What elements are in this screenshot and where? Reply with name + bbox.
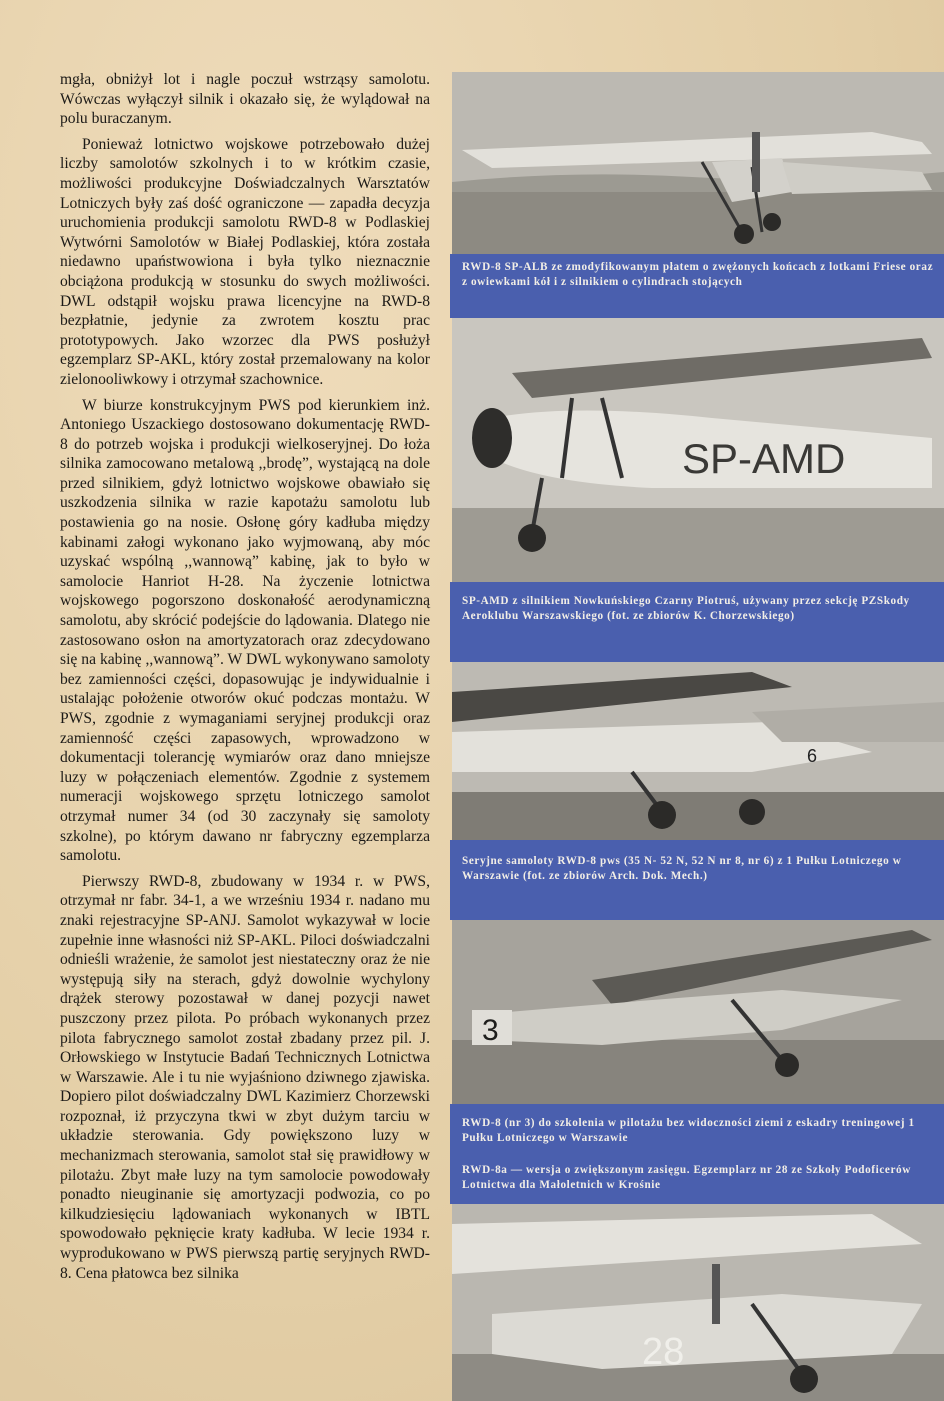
photo-nr-3 (452, 920, 944, 1104)
plane-number-3: 3 (482, 1014, 499, 1047)
plane-number-28: 28 (642, 1331, 685, 1373)
caption-4-5-block (450, 1104, 944, 1204)
paragraph-1: mgła, obniżył lot i nagle poczuł wstrząsy samolotu. Wówczas wyłączył silnik i okazało się, że wylądował na polu buraczanym. (60, 71, 430, 128)
photo-sp-amd (452, 318, 944, 582)
photo-nr-28 (452, 1204, 944, 1401)
caption-1: RWD-8 SP-ALB ze zmodyfikowanym płatem o zwężonych końcach z lotkami Friese oraz z owiewkami kół i z silnikiem o cylindrach stojących (450, 254, 944, 318)
caption-4: RWD-8 (nr 3) do szkolenia w pilotażu bez widoczności ziemi z eskadry treningowej 1 Pułku Lotniczego w Warszawie (462, 1117, 915, 1144)
paragraph-2: Ponieważ lotnictwo wojskowe potrzebowało dużej liczby samolotów szkolnych i to w krótkim czasie, możliwości produkcyjne Doświadczalnych Warsztatów Lotniczych były zaś dość ograniczone — zapadła decyzja uruchomienia produkcji samolotu RWD-8 w Podlaskiej Wytwórni Samolotów w Białej Podlaskiej, która została niedawno upaństwowiona i była tylko nieznacznie obciążona produkcją w stosunku do swych możliwości. DWL odstąpił wojsku prawa licencyjne na RWD-8 bezpłatnie, jedynie za zwrotem kosztu prac prototypowych. Jako wzorzec dla PWS posłużył egzemplarz SP-AKL, który został przemalowany na kolor zielonooliwkowy i otrzymał szachownice. (60, 135, 430, 388)
caption-2: SP-AMD z silnikiem Nowkuńskiego Czarny Piotruś, używany przez sekcję PZSkody Aeroklubu Warszawskiego (fot. ze zbiorów K. Chorzewskiego) (450, 582, 944, 662)
photo-column (450, 72, 944, 1401)
photo-seryjne (452, 662, 944, 840)
caption-3: Seryjne samoloty RWD-8 pws (35 N- 52 N, 52 N nr 8, nr 6) z 1 Pułku Lotniczego w Warszawie (fot. ze zbiorów Arch. Dok. Mech.) (450, 840, 944, 920)
paragraph-3: W biurze konstrukcyjnym PWS pod kierunkiem inż. Antoniego Uszackiego dostosowano dokumentację RWD-8 do potrzeb wojska i produkcji wielkoseryjnej. Do łoża silnika zamocowano metalową ,,brodę”, wystającą na dole przed silnikiem, gdyż lotnictwo wojskowe obawiało się uszkodzenia silnika w razie kapotażu samolotu lub postawienia go na nosie. Osłonę góry kadłuba między kabinami załogi wykonano jako wyjmowaną, aby móc uzyskać wspólną ,,wannową” kabinę, jak to było w samolocie Hanriot H-28. Na życzenie lotnictwa wojskowego pogorszono doskonałość aerodynamiczną samolotu, aby skrócić podejście do lądowania. Dlatego nie zastosowano osłon na amortyzatorach oraz zdecydowano się na kabinę ,,wannową”. W DWL wykonywano samoloty bez zamienności części, dopasowując je indywidualnie i ustalając położenie otworów okuć podczas montażu. W PWS, zgodnie z wymaganiami seryjnej produkcji oraz zamienność części zapasowych, wprowadzono w dokumentacji tolerancję wymiarów oraz dano mniejsze luzy w połączeniach elementów. Zgodnie z systemem numeracji wojskowego sprzętu lotniczego samolot otrzymał numer 34 (od 30 zaczynały się samoloty szkolne), po którym dawano nr fabryczny egzemplarza samolotu. (60, 396, 430, 865)
article-text-column (60, 70, 430, 1289)
registration-sp-amd: SP-AMD (682, 435, 846, 482)
caption-5: RWD-8a — wersja o zwiększonym zasięgu. Egzemplarz nr 28 ze Szkoły Podoficerów Lotnictwa dla Małoletnich w Krośnie (462, 1164, 911, 1191)
paragraph-4: Pierwszy RWD-8, zbudowany w 1934 r. w PWS, otrzymał nr fabr. 34-1, a we wrześniu 1934 r. nadano mu znaki rejestracyjne SP-ANJ. Samolot wykazywał w locie zupełnie inne własności niż SP-AKL. Piloci doświadczalni odnieśli wrażenie, że samolot jest niestateczny oraz że nie występują siły na sterach, gdyż dowolnie wychylony drążek sterowy pozostawał w danej pozycji nawet puszczony przez pilota. Po próbach wykonanych przez pilota fabrycznego samolot został zbadany przez pil. J. Orłowskiego w Instytucie Badań Technicznych Lotnictwa w Warszawie. Ale i tu nie wyjaśniono dziwnego zjawiska. Dopiero pilot doświadczalny DWL Kazimierz Chorzewski rozpoznał, iż przyczyna tkwi w zbyt dużym tarciu w układzie sterowania. Gdy powiększono luzy w mechanizmach sterowania, samolot stał się prawidłowy w pilotażu. Zbyt małe luzy na tym samolocie powodowały ponadto nieuginanie się amortyzacji podwozia, co po kilkudziesięciu lądowaniach wykonanych w IBTL spowodowało pęknięcie kraty kadłuba. W lecie 1934 r. wyprodukowano w PWS pierwszą partię seryjnych RWD-8. Cena płatowca bez silnika (60, 872, 430, 1282)
plane-number-6: 6 (807, 746, 818, 766)
photo-sp-alb (452, 72, 944, 254)
